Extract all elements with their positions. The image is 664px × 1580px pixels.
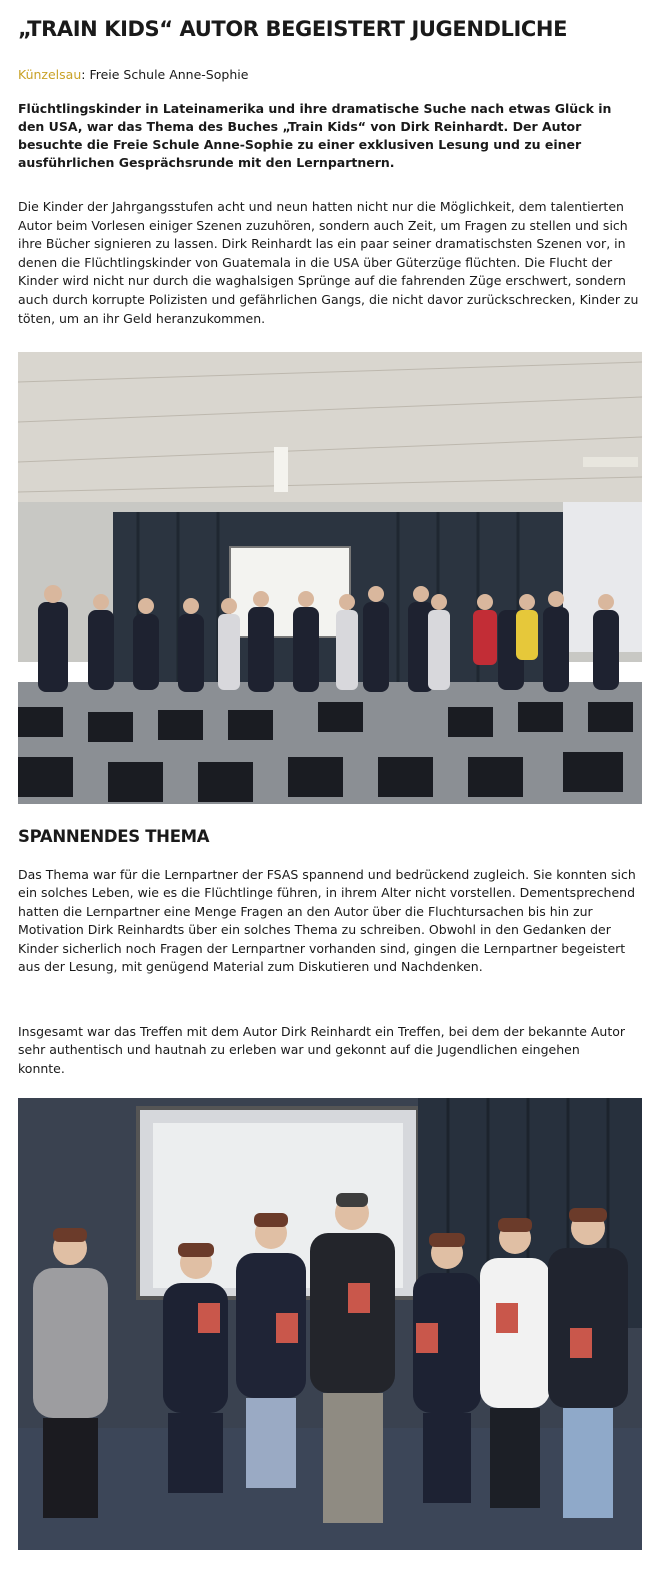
author-photo [18, 1098, 642, 1550]
subheading: SPANNENDES THEMA [18, 827, 210, 846]
group-photo [18, 352, 642, 804]
dateline [18, 66, 248, 84]
location-link[interactable]: Künzelsau [18, 67, 82, 82]
lead-paragraph: Flüchtlingskinder in Lateinamerika und ihre dramatische Suche nach etwas Glück in den USA, war das Thema des Buches „Train Kids“ von Dirk Reinhardt. Der Autor besuchte die Freie Schule Anne-Sophie zu einer exklusiven Lesung und zu einer ausführlichen Gesprächsrunde mit den Lernpartnern. [18, 101, 612, 170]
article-title: „TRAIN KIDS“ AUTOR BEGEISTERT JUGENDLICHE [18, 17, 568, 41]
body-paragraph-3: Insgesamt war das Treffen mit dem Autor Dirk Reinhardt ein Treffen, bei dem der bekannte Autor sehr authentisch und hautnah zu erleben war und gekonnt auf die Jugendlichen eingehen konnte. [18, 1024, 626, 1076]
body-paragraph-2: Das Thema war für die Lernpartner der FSAS spannend und bedrückend zugleich. Sie konnten sich ein solches Leben, wie es die Flüchtlinge führen, in ihrem Alter nicht vorstellen. Dementsprechend hatten die Lernpartner eine Menge Fragen an den Autor über die Fluchtursachen bis hin zur Motivation Dirk Reinhardts über ein solches Thema zu schreiben. Obwohl in den Gedanken der Kinder sicherlich noch Fragen der Lernpartner vorhanden sind, gingen die Lernpartner begeistert aus der Lesung, mit genügend Material zum Diskutieren und Nachdenken. [18, 867, 636, 975]
venue: Freie Schule Anne-Sophie [85, 67, 249, 82]
location-separator: : [81, 67, 86, 82]
body-paragraph-1: Die Kinder der Jahrgangsstufen acht und neun hatten nicht nur die Möglichkeit, dem talentierten Autor beim Vorlesen einiger Szenen zuzuhören, sondern auch Zeit, um Fragen zu stellen und sich ihre Bücher signieren zu lassen. Dirk Reinhardt las ein paar seiner dramatischsten Szenen vor, in denen die Flüchtlingskinder von Guatemala in die USA über Güterzüge flüchten. Die Flucht der Kinder wird nicht nur durch die waghalsigen Sprünge auf die fahrenden Züge erschwert, sondern auch durch korrupte Polizisten und gefährlichen Gangs, die nicht davor zurückschrecken, Kinder zu töten, um an ihr Geld heranzukommen. [18, 199, 639, 326]
